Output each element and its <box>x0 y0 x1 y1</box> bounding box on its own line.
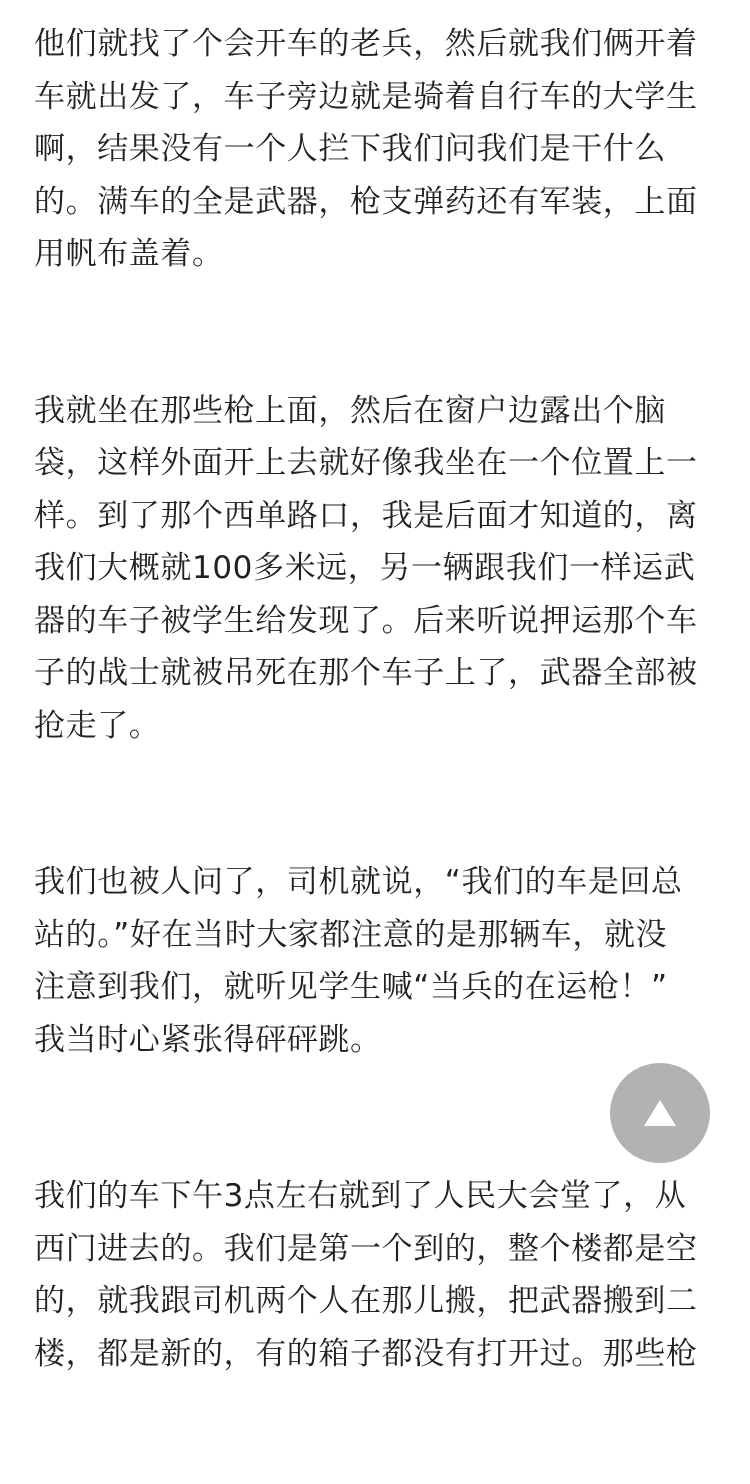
text-line: 器的车子被学生给发现了。后来听说押运那个车 <box>34 602 698 639</box>
text-line: 袋，这样外面开上去就好像我坐在一个位置上一 <box>34 445 698 481</box>
paragraph-3 <box>34 856 716 1066</box>
text-line: 我就坐在那些枪上面，然后在窗户边露出个脑 <box>34 392 666 429</box>
text-line: 抢走了。 <box>34 707 161 744</box>
text-line: 用帆布盖着。 <box>34 236 224 272</box>
text-line: 西门进去的。我们是第一个到的，整个楼都是空 <box>34 1230 698 1267</box>
text-line: 我当时心紧张得砰砰跳。 <box>34 1021 382 1058</box>
scroll-to-top-button[interactable] <box>610 1063 710 1163</box>
text-line: 车就出发了，车子旁边就是骑着自行车的大学生 <box>34 78 698 115</box>
paragraph-2 <box>34 385 716 753</box>
text-line: 样。到了那个西单路口，我是后面才知道的，离 <box>34 497 698 534</box>
text-line: 的。满车的全是武器，枪支弹药还有军装，上面 <box>34 183 698 220</box>
text-line: 他们就找了个会开车的老兵，然后就我们俩开着 <box>34 26 698 62</box>
text-line: 站的。”好在当时大家都注意的是那辆车，就没 <box>34 916 668 953</box>
text-line: 子的战士就被吊死在那个车子上了，武器全部被 <box>34 655 698 691</box>
text-line: 楼，都是新的，有的箱子都没有打开过。那些枪 <box>34 1335 698 1372</box>
text-line: 我们的车下午3点左右就到了人民大会堂了，从 <box>34 1178 687 1214</box>
paragraph-1 <box>34 18 716 281</box>
text-line: 我们也被人问了，司机就说，“我们的车是回总 <box>34 864 683 900</box>
text-line: 我们大概就100多米远，另一辆跟我们一样运武 <box>34 550 696 586</box>
article-body <box>34 18 716 1484</box>
text-line: 的，就我跟司机两个人在那儿搬，把武器搬到二 <box>34 1283 698 1319</box>
text-line: 啊，结果没有一个人拦下我们问我们是干什么 <box>34 131 666 167</box>
up-triangle-icon <box>642 1098 678 1128</box>
text-line: 注意到我们，就听见学生喊“当兵的在运枪！” <box>34 969 668 1005</box>
paragraph-4 <box>34 1170 716 1380</box>
